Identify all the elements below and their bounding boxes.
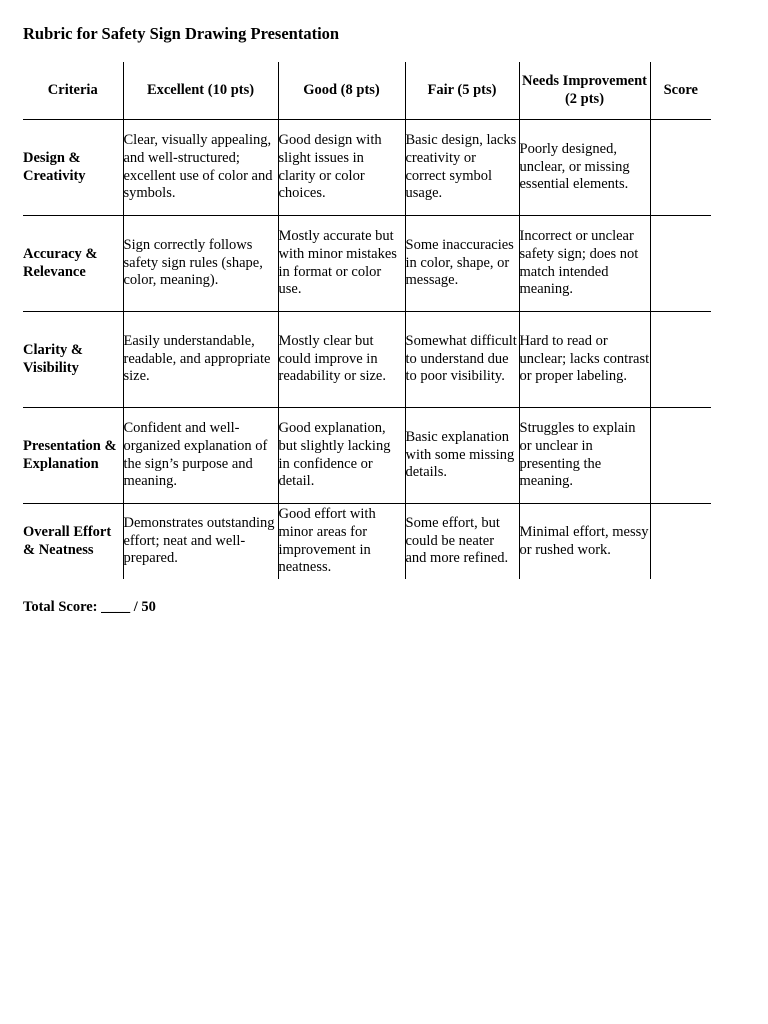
needs-improvement-cell: Incorrect or unclear safety sign; does not match intended meaning.	[519, 216, 650, 312]
header-needs-improvement: Needs Improvement (2 pts)	[519, 62, 650, 120]
total-score: Total Score: ____ / 50	[23, 599, 156, 615]
good-cell: Good explanation, but slightly lacking in confidence or detail.	[278, 408, 405, 504]
excellent-cell: Easily understandable, readable, and appropriate size.	[123, 312, 278, 408]
score-cell	[650, 216, 711, 312]
good-cell: Good design with slight issues in clarity or color choices.	[278, 120, 405, 216]
header-excellent: Excellent (10 pts)	[123, 62, 278, 120]
needs-improvement-cell: Poorly designed, unclear, or missing essential elements.	[519, 120, 650, 216]
header-criteria: Criteria	[23, 62, 123, 120]
fair-cell: Basic design, lacks creativity or correct symbol usage.	[405, 120, 519, 216]
needs-improvement-cell: Hard to read or unclear; lacks contrast or proper labeling.	[519, 312, 650, 408]
good-cell: Mostly accurate but with minor mistakes in format or color use.	[278, 216, 405, 312]
criteria-cell: Presentation & Explanation	[23, 408, 123, 504]
good-cell: Good effort with minor areas for improvement in neatness.	[278, 504, 405, 580]
score-cell	[650, 504, 711, 580]
rubric-table	[23, 62, 711, 579]
criteria-cell: Accuracy & Relevance	[23, 216, 123, 312]
table-row	[23, 216, 711, 312]
fair-cell: Some effort, but could be neater and more refined.	[405, 504, 519, 580]
good-cell: Mostly clear but could improve in readability or size.	[278, 312, 405, 408]
excellent-cell: Demonstrates outstanding effort; neat and well-prepared.	[123, 504, 278, 580]
table-row	[23, 312, 711, 408]
excellent-cell: Sign correctly follows safety sign rules (shape, color, meaning).	[123, 216, 278, 312]
score-cell	[650, 408, 711, 504]
header-fair: Fair (5 pts)	[405, 62, 519, 120]
table-row	[23, 120, 711, 216]
header-good: Good (8 pts)	[278, 62, 405, 120]
fair-cell: Some inaccuracies in color, shape, or message.	[405, 216, 519, 312]
score-cell	[650, 312, 711, 408]
score-cell	[650, 120, 711, 216]
page-title: Rubric for Safety Sign Drawing Presentation	[23, 24, 340, 43]
criteria-cell: Design & Creativity	[23, 120, 123, 216]
table-row	[23, 504, 711, 580]
excellent-cell: Clear, visually appealing, and well-structured; excellent use of color and symbols.	[123, 120, 278, 216]
fair-cell: Basic explanation with some missing details.	[405, 408, 519, 504]
header-row	[23, 62, 711, 120]
needs-improvement-cell: Struggles to explain or unclear in presenting the meaning.	[519, 408, 650, 504]
header-score: Score	[650, 62, 711, 120]
fair-cell: Somewhat difficult to understand due to poor visibility.	[405, 312, 519, 408]
criteria-cell: Clarity & Visibility	[23, 312, 123, 408]
criteria-cell: Overall Effort & Neatness	[23, 523, 112, 558]
needs-improvement-cell: Minimal effort, messy or rushed work.	[519, 504, 650, 580]
table-row	[23, 408, 711, 504]
excellent-cell: Confident and well-organized explanation of the sign’s purpose and meaning.	[123, 408, 278, 504]
